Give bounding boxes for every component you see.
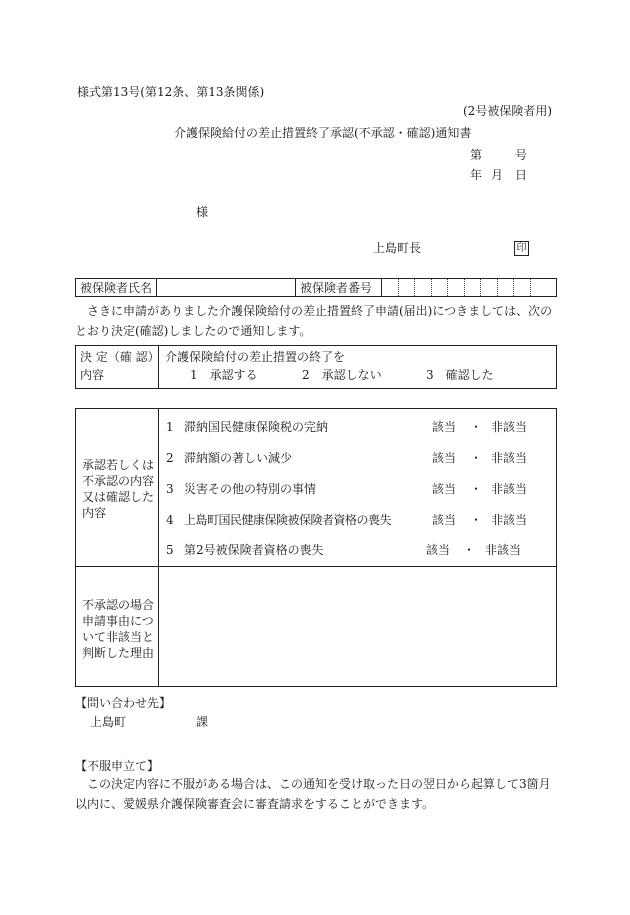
approval-divider bbox=[158, 408, 159, 687]
applicable-option: 該当 bbox=[426, 543, 451, 557]
not-applicable-option: 非該当 bbox=[491, 451, 528, 465]
reason-label-line1: 不承認の場合 bbox=[82, 598, 155, 612]
issuer: 上島町長 bbox=[373, 241, 422, 255]
approval-item-text: 上島町国民健康保険被保険者資格の喪失 bbox=[184, 513, 392, 527]
digit-separator bbox=[464, 279, 465, 296]
decision-text: 介護保険給付の差止措置の終了を bbox=[165, 350, 346, 364]
decision-label-line2: 内容 bbox=[80, 368, 105, 382]
insured-divider bbox=[295, 278, 296, 297]
approval-item-number: 5 bbox=[166, 543, 174, 557]
document-title: 介護保険給付の差止措置終了承認(不承認・確認)通知書 bbox=[174, 126, 472, 140]
insured-divider bbox=[381, 278, 382, 297]
insured-number-label: 被保険者番号 bbox=[300, 281, 373, 295]
approval-item-number: 4 bbox=[166, 513, 174, 527]
approval-label-line4: 内容 bbox=[82, 506, 107, 520]
applicable-option: 該当 bbox=[432, 482, 457, 496]
seal-stamp: 印 bbox=[514, 241, 529, 256]
approval-label-line2: 不承認の内容 bbox=[82, 474, 155, 488]
approval-item-number: 1 bbox=[166, 420, 174, 434]
digit-separator bbox=[480, 279, 481, 296]
decision-option-reject: 2 承認しない bbox=[302, 368, 382, 382]
option-separator: ・ bbox=[470, 482, 483, 496]
digit-separator bbox=[431, 279, 432, 296]
not-applicable-option: 非該当 bbox=[491, 482, 528, 496]
appeal-paragraph: この決定内容に不服がある場合は、この通知を受け取った日の翌日から起算して3箇月以内に、愛媛県介護保険審査会に審査請求をすることができます。 bbox=[75, 777, 551, 811]
approval-divider bbox=[75, 566, 557, 567]
number-go: 号 bbox=[515, 148, 528, 162]
digit-separator bbox=[398, 279, 399, 296]
digit-separator bbox=[530, 279, 531, 296]
insured-divider bbox=[156, 278, 157, 297]
applicable-option: 該当 bbox=[432, 451, 457, 465]
approval-item-text: 滞納国民健康保険税の完納 bbox=[184, 420, 329, 434]
option-separator: ・ bbox=[463, 543, 476, 557]
applicable-option: 該当 bbox=[432, 513, 457, 527]
decision-option-approve: 1 承認する bbox=[190, 368, 258, 382]
date-day: 日 bbox=[515, 168, 528, 182]
appeal-heading: 【不服申立て】 bbox=[75, 759, 160, 773]
approval-item-number: 2 bbox=[166, 451, 174, 465]
digit-separator bbox=[497, 279, 498, 296]
option-separator: ・ bbox=[470, 513, 483, 527]
not-applicable-option: 非該当 bbox=[491, 513, 528, 527]
not-applicable-option: 非該当 bbox=[491, 420, 528, 434]
reason-label-line2: 申請事由につ bbox=[82, 614, 154, 628]
approval-label-line1: 承認若しくは bbox=[82, 458, 155, 472]
reason-label-line3: いて非該当と bbox=[82, 630, 155, 644]
reason-label-line4: 判断した理由 bbox=[82, 646, 155, 660]
decision-label-line1: 決 定（確 認） bbox=[80, 350, 160, 364]
addressee-suffix: 様 bbox=[196, 205, 209, 219]
date-year: 年 bbox=[470, 168, 483, 182]
insured-category: (2号被保険者用) bbox=[463, 104, 552, 118]
applicable-option: 該当 bbox=[432, 420, 457, 434]
digit-separator bbox=[414, 279, 415, 296]
contact-town: 上島町 bbox=[90, 715, 127, 729]
option-separator: ・ bbox=[470, 420, 483, 434]
not-applicable-option: 非該当 bbox=[485, 543, 522, 557]
form-number: 様式第13号(第12条、第13条関係) bbox=[77, 85, 265, 99]
intro-paragraph: さきに申請がありました介護保険給付の差止措置終了申請(届出)につきましては、次のとおり決定(確認)しましたので通知します。 bbox=[75, 304, 553, 338]
option-separator: ・ bbox=[470, 451, 483, 465]
decision-option-confirm: 3 確認した bbox=[426, 368, 494, 382]
contact-section: 課 bbox=[196, 715, 209, 729]
contact-heading: 【問い合わせ先】 bbox=[75, 696, 172, 710]
approval-item-text: 滞納額の著しい減少 bbox=[184, 451, 293, 465]
insured-name-label: 被保険者氏名 bbox=[80, 281, 153, 295]
digit-separator bbox=[513, 279, 514, 296]
approval-item-number: 3 bbox=[166, 482, 174, 496]
approval-item-text: 災害その他の特別の事情 bbox=[184, 482, 317, 496]
approval-item-text: 第2号被保険者資格の喪失 bbox=[184, 543, 324, 557]
digit-separator bbox=[447, 279, 448, 296]
date-month: 月 bbox=[491, 168, 504, 182]
number-dai: 第 bbox=[470, 148, 483, 162]
approval-label-line3: 又は確認した bbox=[82, 490, 155, 504]
